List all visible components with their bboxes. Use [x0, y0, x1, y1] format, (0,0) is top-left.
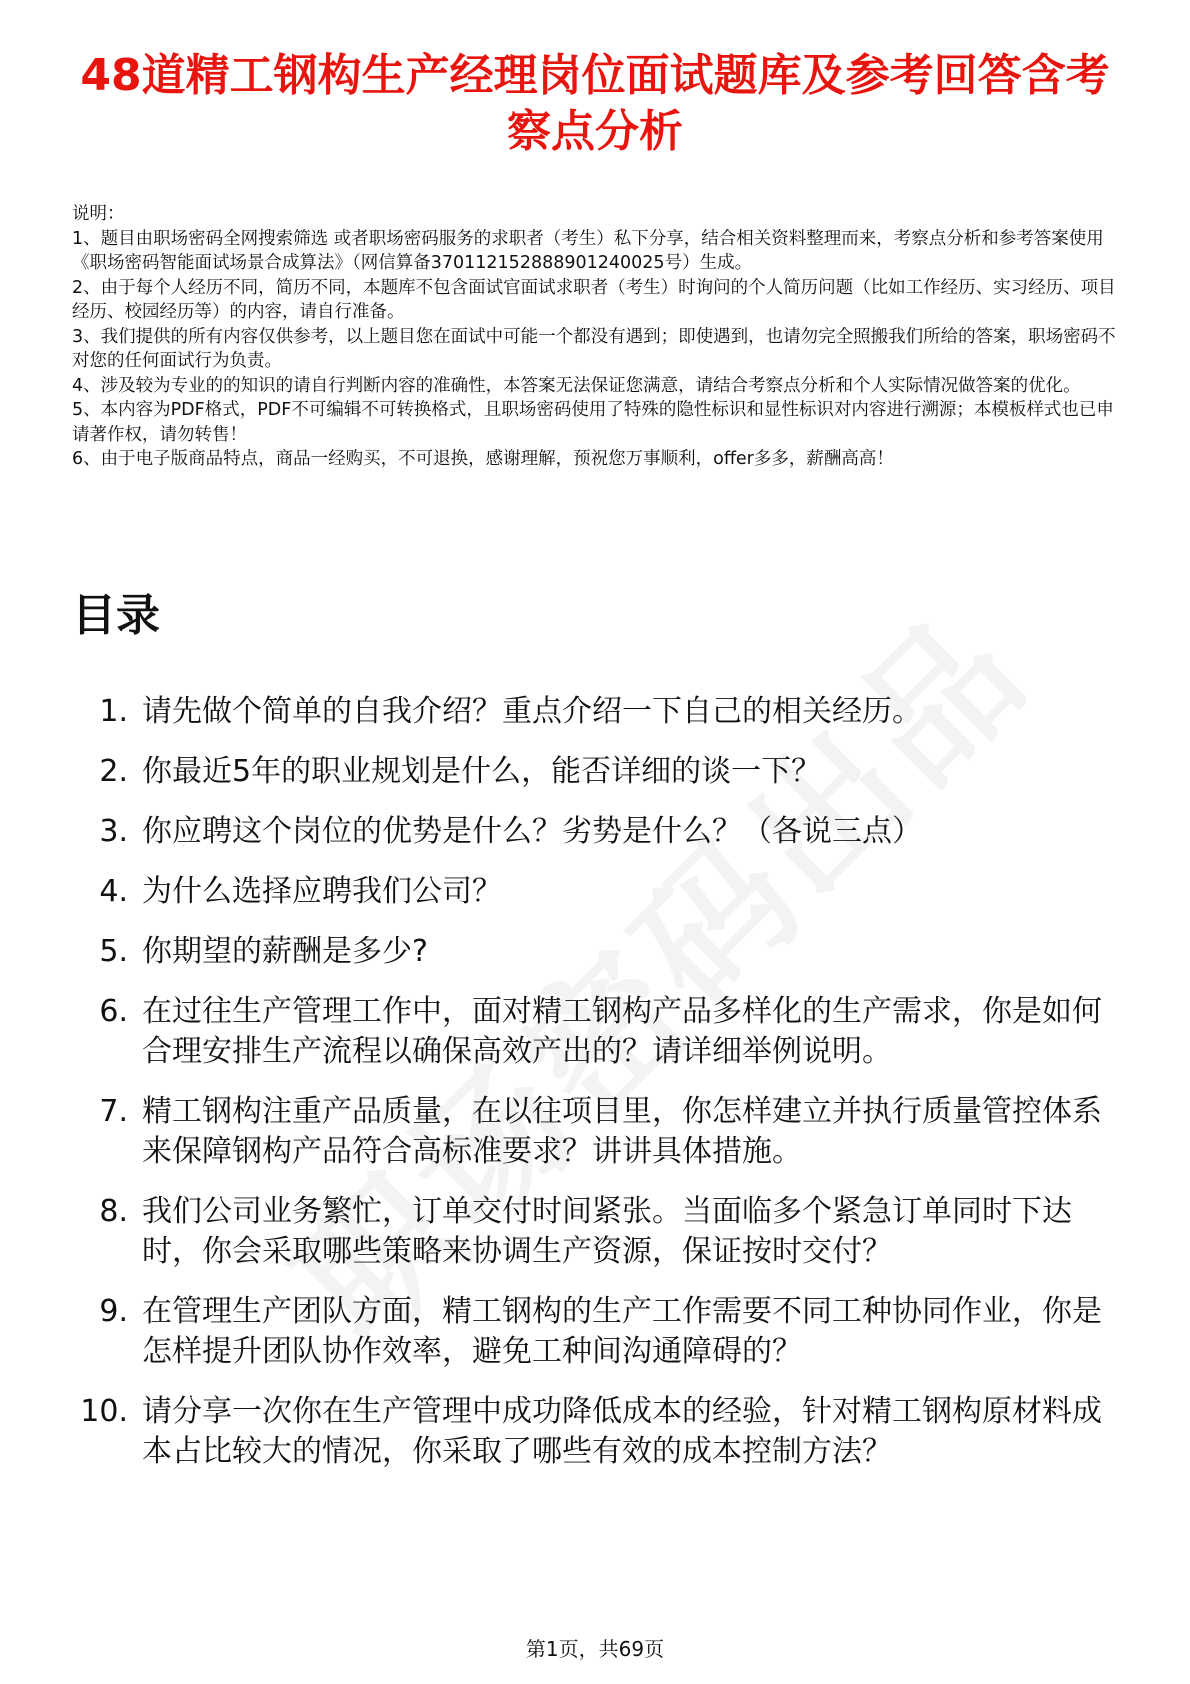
- toc-item-number: 1.: [99, 694, 128, 729]
- note-item: 3、我们提供的所有内容仅供参考，以上题目您在面试中可能一个都没有遇到；即使遇到，也请勿完全照搬我们所给的答案，职场密码不对您的任何面试行为负责。: [72, 326, 1116, 371]
- toc-item[interactable]: [72, 992, 1122, 1072]
- notes-section: [72, 202, 1118, 472]
- toc-item-text: 我们公司业务繁忙，订单交付时间紧张。当面临多个紧急订单同时下达时，你会采取哪些策略来协调生产资源，保证按时交付？: [142, 1194, 1072, 1269]
- toc-item-text: 请分享一次你在生产管理中成功降低成本的经验，针对精工钢构原材料成本占比较大的情况，你采取了哪些有效的成本控制方法？: [142, 1394, 1102, 1469]
- toc-item-text: 为什么选择应聘我们公司？: [142, 874, 502, 909]
- toc-item-number: 5.: [99, 934, 128, 969]
- document-title: 48道精工钢构生产经理岗位面试题库及参考回答含考察点分析: [80, 50, 1110, 157]
- toc-item-number: 9.: [99, 1294, 128, 1329]
- toc-item[interactable]: [72, 752, 1122, 792]
- toc-item-number: 2.: [99, 754, 128, 789]
- toc-list: [72, 692, 1122, 1492]
- note-item: 2、由于每个人经历不同，简历不同，本题库不包含面试官面试求职者（考生）时询问的个人简历问题（比如工作经历、实习经历、项目经历、校园经历等）的内容，请自行准备。: [72, 277, 1116, 322]
- toc-item-text: 请先做个简单的自我介绍？重点介绍一下自己的相关经历。: [142, 694, 922, 729]
- toc-item[interactable]: [72, 1192, 1122, 1272]
- toc-item-text: 你期望的薪酬是多少?: [142, 934, 428, 969]
- toc-item-text: 在管理生产团队方面，精工钢构的生产工作需要不同工种协同作业，你是怎样提升团队协作效率，避免工种间沟通障碍的？: [142, 1294, 1102, 1369]
- toc-item[interactable]: [72, 1292, 1122, 1372]
- notes-heading: 说明：: [72, 204, 125, 224]
- note-item: 6、由于电子版商品特点，商品一经购买，不可退换，感谢理解，预祝您万事顺利，offer多多，薪酬高高！: [72, 449, 894, 469]
- note-item: 1、题目由职场密码全网搜索筛选 或者职场密码服务的求职者（考生）私下分享，结合相关资料整理而来，考察点分析和参考答案使用《职场密码智能面试场景合成算法》（网信算备370112152888901240025号）生成。: [72, 228, 1104, 273]
- toc-item-text: 你应聘这个岗位的优势是什么？劣势是什么？（各说三点）: [142, 814, 922, 849]
- page-footer: 第1页，共69页: [525, 1637, 665, 1661]
- toc-item-number: 10.: [80, 1394, 128, 1429]
- toc-heading: 目录: [72, 590, 160, 641]
- toc-item-text: 在过往生产管理工作中，面对精工钢构产品多样化的生产需求，你是如何合理安排生产流程以确保高效产出的？请详细举例说明。: [142, 994, 1102, 1069]
- toc-item[interactable]: [72, 1092, 1122, 1172]
- toc-item-number: 8.: [99, 1194, 128, 1229]
- toc-item[interactable]: [72, 932, 1122, 972]
- toc-item[interactable]: [72, 872, 1122, 912]
- note-item: 5、本内容为PDF格式，PDF不可编辑不可转换格式，且职场密码使用了特殊的隐性标识和显性标识对内容进行溯源；本模板样式也已申请著作权，请勿转售！: [72, 400, 1114, 445]
- toc-item-number: 6.: [99, 994, 128, 1029]
- note-item: 4、涉及较为专业的的知识的请自行判断内容的准确性，本答案无法保证您满意，请结合考察点分析和个人实际情况做答案的优化。: [72, 375, 1081, 396]
- toc-item-number: 4.: [99, 874, 128, 909]
- toc-item[interactable]: [72, 1392, 1122, 1472]
- toc-item[interactable]: [72, 692, 1122, 732]
- toc-item-number: 7.: [99, 1094, 128, 1129]
- toc-item[interactable]: [72, 812, 1122, 852]
- toc-item-text: 精工钢构注重产品质量，在以往项目里，你怎样建立并执行质量管控体系来保障钢构产品符合高标准要求？讲讲具体措施。: [142, 1094, 1102, 1169]
- toc-item-text: 你最近5年的职业规划是什么，能否详细的谈一下？: [142, 754, 822, 789]
- toc-item-number: 3.: [99, 814, 128, 849]
